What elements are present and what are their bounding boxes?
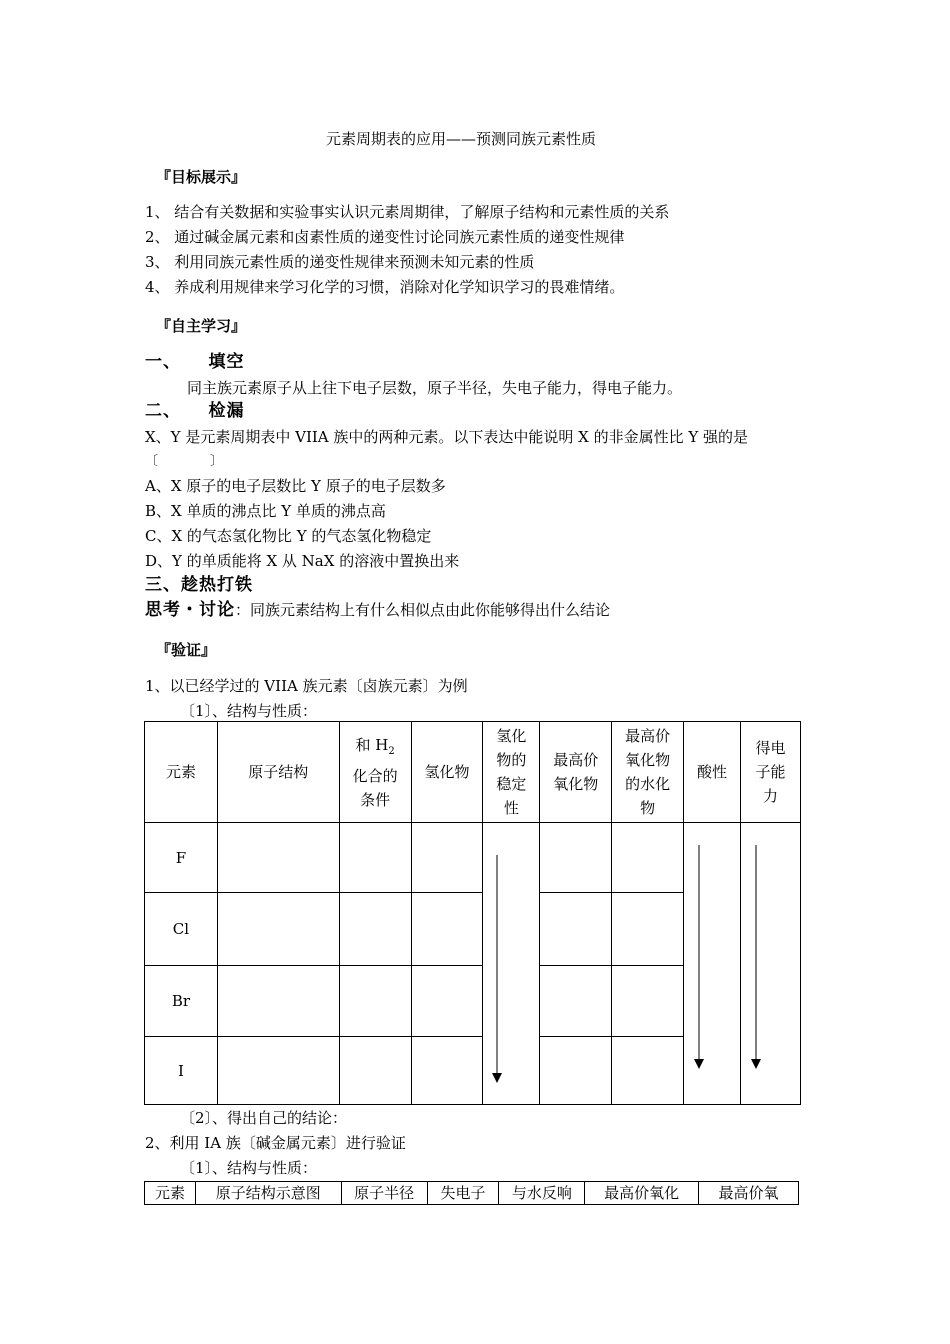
oxide-line: 最高价 (553, 751, 599, 769)
page-title: 元素周期表的应用——预测同族元素性质 (326, 130, 597, 148)
hydrate-cell (612, 823, 684, 893)
header-cell: 最高价氧化 (585, 1182, 699, 1205)
hydrate-cell (612, 1037, 684, 1105)
table-header-row (145, 722, 801, 823)
think-line (145, 600, 610, 620)
gain-down-arrow-icon (749, 845, 763, 1071)
answer-blank: 〔 〕 (145, 454, 224, 469)
think-text: ：同族元素结构上有什么相似点由此你能够得出什么结论 (235, 601, 611, 619)
header-cell: 原子结构示意图 (195, 1182, 341, 1205)
header-oxide (540, 722, 612, 823)
hydride-cell (411, 893, 483, 966)
option-a: A、X 原子的电子层数比 Y 原子的电子层数多 (145, 477, 446, 495)
gain-line: 得电 (755, 739, 786, 757)
oxide-cell (540, 893, 612, 966)
condition-cell (339, 966, 411, 1037)
header-cell: 元素 (145, 1182, 196, 1205)
part1-text: 同主族元素原子从上往下电子层数，原子半径，失电子能力，得电子能力。 (187, 379, 683, 397)
header-acidity: 酸性 (684, 722, 741, 823)
stability-line: 稳定 (496, 775, 527, 793)
hydrate-line: 的水化 (625, 775, 671, 793)
header-stability (483, 722, 540, 823)
header-cell: 原子半径 (341, 1182, 427, 1205)
verify-item1: 1、以已经学过的 VIIA 族元素〔卤族元素〕为例 (145, 677, 468, 695)
condition-cell (339, 893, 411, 966)
header-structure: 原子结构 (217, 722, 339, 823)
hydrate-cell (612, 893, 684, 966)
goal-item: 3、 利用同族元素性质的递变性规律来预测未知元素的性质 (145, 253, 535, 271)
hydride-cell (411, 966, 483, 1037)
hydrate-line: 物 (640, 799, 656, 817)
element-cell: Br (145, 966, 218, 1037)
header-hydride: 氢化物 (411, 722, 483, 823)
header-element: 元素 (145, 722, 218, 823)
hydrate-cell (612, 966, 684, 1037)
structure-cell (217, 1037, 339, 1105)
gain-line: 力 (762, 787, 778, 805)
stability-down-arrow-icon (490, 855, 504, 1085)
stability-line: 性 (503, 799, 519, 817)
gain-line: 子能 (755, 763, 786, 781)
goals-header: 『目标展示』 (156, 168, 247, 186)
option-d: D、Y 的单质能将 X 从 NaX 的溶液中置换出来 (145, 552, 460, 570)
verify-sub1: 〔1〕、结构与性质： (180, 702, 318, 720)
goal-item: 4、 养成利用规律来学习化学的习惯，消除对化学知识学习的畏难情绪。 (145, 278, 625, 296)
goal-item: 1、 结合有关数据和实验事实认识元素周期律，了解原子结构和元素性质的关系 (145, 203, 670, 221)
hydrate-line: 最高价 (625, 727, 671, 745)
part3-heading: 三、趁热打铁 (145, 575, 253, 595)
acidity-down-arrow-icon (692, 845, 706, 1071)
h2-line2: 化合的 (352, 766, 398, 785)
element-cell: Cl (145, 893, 218, 966)
header-hydrate (612, 722, 684, 823)
header-cell: 最高价氧 (699, 1182, 799, 1205)
oxide-cell (540, 823, 612, 893)
verify-header: 『验证』 (156, 641, 217, 659)
part2-question: X、Y 是元素周期表中 VIIA 族中的两种元素。以下表达中能说明 X 的非金属性比 Y 强的是 (145, 428, 749, 446)
stability-line: 物的 (496, 751, 527, 769)
goal-item: 2、 通过碱金属元素和卤素性质的递变性讨论同族元素性质的递变性规律 (145, 228, 625, 246)
element-cell: F (145, 823, 218, 893)
header-gain (741, 722, 801, 823)
alkali-table (144, 1181, 799, 1205)
option-c: C、X 的气态氢化物比 Y 的气态氢化物稳定 (145, 527, 432, 545)
hydride-cell (411, 1037, 483, 1105)
part1-heading: 一、 填空 (145, 352, 245, 372)
element-cell: I (145, 1037, 218, 1105)
option-b: B、X 单质的沸点比 Y 单质的沸点高 (145, 502, 386, 520)
h2-line3: 条件 (360, 790, 391, 809)
structure-cell (217, 966, 339, 1037)
hydride-cell (411, 823, 483, 893)
self-study-header: 『自主学习』 (156, 317, 247, 335)
header-cell: 失电子 (427, 1182, 499, 1205)
verify-item2: 2、利用 IA 族〔碱金属元素〕进行验证 (145, 1134, 406, 1152)
stability-line: 氢化 (496, 727, 527, 745)
h2-subscript: 2 (388, 745, 395, 757)
header-cell: 与水反响 (499, 1182, 585, 1205)
condition-cell (339, 1037, 411, 1105)
hydrate-line: 氧化物 (625, 751, 671, 769)
verify-sub3: 〔1〕、结构与性质： (180, 1159, 318, 1177)
structure-cell (217, 823, 339, 893)
think-label: 思考・讨论 (145, 600, 235, 620)
h2-prefix: 和 H (355, 735, 389, 754)
verify-sub2: 〔2〕、得出自己的结论： (180, 1109, 348, 1127)
oxide-line: 氧化物 (553, 775, 599, 793)
header-h2-condition (339, 722, 411, 823)
oxide-cell (540, 1037, 612, 1105)
condition-cell (339, 823, 411, 893)
part2-heading: 二、 检漏 (145, 401, 245, 421)
table-header-row (145, 1182, 799, 1205)
structure-cell (217, 893, 339, 966)
oxide-cell (540, 966, 612, 1037)
